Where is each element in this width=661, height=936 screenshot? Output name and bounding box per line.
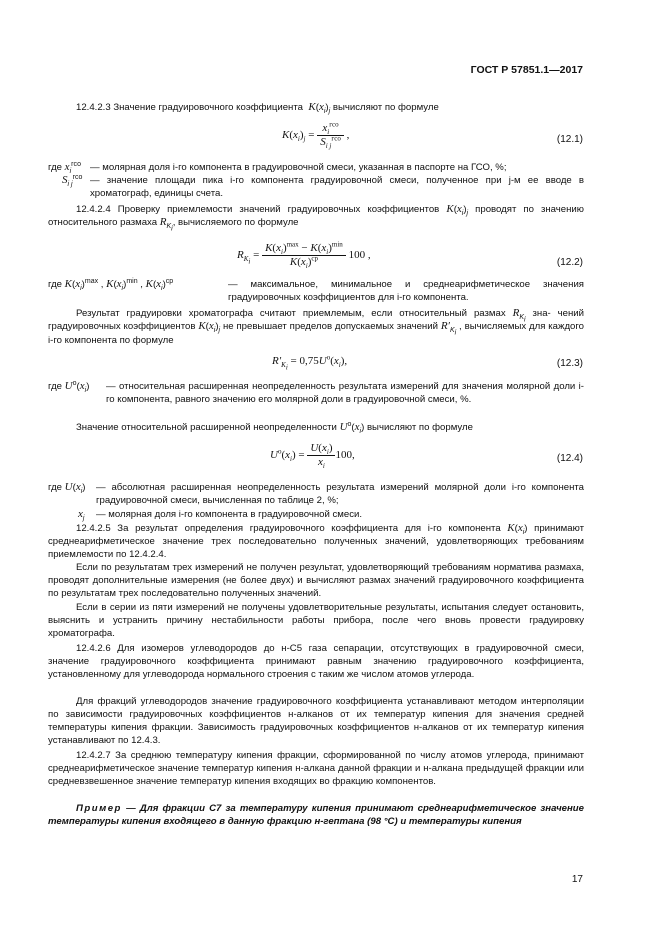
definition-text: — молярная доля i-го компонента в градуировочной смеси. [96, 509, 363, 520]
equation-12-2: $R_{K_i}$ = $\frac{K(x_i)^{max} - K(x_i)^{min}}{K(x_i)^{ср}}$ 100 , [237, 240, 371, 271]
definition-list [48, 481, 584, 507]
definition-text: — значение площади пика i-го компонента градуировочной смеси, полученное при j-м ее вводе в хроматограф, единицы счета. [90, 175, 584, 199]
paragraph-text: вычисляемых для каждого i-го компонента по формуле [48, 321, 584, 346]
paragraph-text: Если по результатам трех измерений не получен результат, удовлетворяющий требованиям норматива размаха, проводят дополнительные измерения (не более двух) и вычисляют размах значений градуировочного коэффициента по результатам трех последовательно полученных значений. [48, 562, 584, 599]
paragraph-text: 12.4.2.5 За результат определения градуировочного коэффициента для i-го компонента [76, 523, 501, 534]
equation-12-4: $U^о(x_i)$ = $\frac{U(x_i)}{x_i}$ 100, [270, 442, 355, 471]
paragraph-12-4-2-6 [48, 642, 584, 681]
definition-text: — абсолютная расширенная неопределенность результата измерений молярной доли i-го компонента градуировочной смеси, вычисленная по таблице 2, %; [96, 482, 584, 506]
paragraph-12-4-2-7 [48, 749, 584, 788]
page-number: 17 [571, 874, 583, 885]
equation-number: (12.2) [556, 257, 583, 268]
definition-term: где $x_i^{гсо}$ [48, 160, 81, 175]
definition-term: где $U^о(x_i)$ [48, 379, 90, 394]
paragraph-text: вычисляют по формуле [332, 102, 439, 113]
equation-number: (12.4) [556, 453, 583, 464]
equation-12-3: $R'_{K_i} = 0,75U^о(x_i)$, [272, 353, 348, 372]
definition-term: где $K(x_i)^{max}$ , $K(x_i)^{min}$ , $K(x_i)^{ср}$ [48, 277, 174, 292]
definition-term: где $U(x_i)$ [48, 481, 86, 495]
paragraph-text: , вычисляемого по формуле [172, 217, 299, 228]
paragraph-text: Если в серии из пяти измерений не получены удовлетворительные результаты, испытания следует остановить, выяснить и устранить причину нестабильности работы прибора, после чего вновь провести градуировку хроматографа. [48, 602, 584, 639]
paragraph-text: Для фракций углеводородов значение градуировочного коэффициента устанавливают методом интерполяции по зависимости градуировочных коэффициентов н-алканов от их температур кипения для значения средней температуры кипения фракции. Зависимость градуировочных коэффициентов н-алканов от их температур кипения устанавливают по 12.4.3. [48, 696, 584, 746]
definition-list [48, 174, 584, 200]
paragraph-text: 12.4.2.6 Для изомеров углеводородов до н-C5 газа сепарации, отсутствующих в градуировочной смеси, значение градуировочного коэффициента принимают равным значению градуировочного коэффициента, установленному для углеводорода нормального строения с таким же числом атомов углерода. [48, 643, 584, 680]
paragraph-fractions [48, 695, 584, 747]
paragraph-text: 12.4.2.3 Значение градуировочного коэффициента [76, 102, 303, 113]
equation-number: (12.3) [556, 358, 583, 369]
paragraph-text: не превышает пределов допускаемых значений [222, 321, 438, 333]
paragraph-text: 12.4.2.7 За среднюю температуру кипения фракции, сформированной по числу атомов углерода, принимают среднеарифметическое значение температур кипения н-алкана данной фракции и н-алкана предыдущей фракции или средневзвешенное значение температур кипения входящих во фракцию компонентов. [48, 750, 584, 787]
note-label: Пример [76, 803, 122, 814]
definition-list [48, 278, 584, 304]
definition-list [48, 380, 584, 420]
paragraph-if-2 [48, 601, 584, 640]
paragraph-text: проводят по значению относительного размаха [48, 204, 584, 228]
formula-inline: K [305, 101, 316, 113]
definition-list [48, 508, 584, 522]
example-note [48, 802, 584, 828]
paragraph-text: Результат градуировки хроматографа считают приемлемым, если относительный размах [76, 308, 506, 319]
paragraph-result: Результат градуировки хроматографа считают приемлемым, если относительный размах $R_{K_i}$ зна- чений градуировочных коэффициентов $K(x_i)_j$ не превышает пределов допускаемых значений $R'_{K_i}$ , вычисляемых для каждого i-го компонента по формуле [48, 307, 585, 346]
equation-12-1: $K(x_i)_j$ = $\frac{x_i^{гсо}}{S_{i j}^{гсо}}$ , [282, 120, 350, 151]
document-header: ГОСТ Р 57851.1—2017 [470, 64, 583, 76]
definition-text: — молярная доля i-го компонента в градуировочной смеси, указанная в паспорте на ГСО, %; [90, 162, 507, 173]
definition-text: — максимальное, минимальное и среднеарифметическое значения градуировочных коэффициентов для i-го компонента. [228, 279, 584, 303]
definition-term: $x_j$ [78, 508, 85, 522]
paragraph-12-4-2-4: 12.4.2.4 Проверку приемлемости значений градуировочных коэффициентов $K(x_i)_j$ проводят по значению относительного размаха $R_{K_i}$, вычисляемого по формуле [48, 203, 584, 233]
paragraph-text: Значение относительной расширенной неопределенности [76, 422, 337, 433]
equation-number: (12.1) [556, 134, 583, 145]
paragraph-12-4-2-3: 12.4.2.3 Значение градуировочного коэффициента $K(x_i)_j$ вычисляют по формуле [76, 101, 439, 115]
definition-text: — относительная расширенная неопределенность результата измерений для значения молярной доли i-го компонента, равного значению его молярной доли в градуировочной смеси, %. [106, 381, 584, 405]
paragraph-text: зна- [532, 308, 551, 319]
paragraph-text: вычисляют по формуле [366, 422, 473, 433]
paragraph-12-4-2-5: 12.4.2.5 За результат определения градуировочного коэффициента для i-го компонента $K(x_i)$ принимают среднеарифметическое значение трех последовательно полученных значений, удовлетворяющих требованиям приемлемости по 12.4.2.4. [48, 522, 584, 560]
paragraph-text: принимают среднеарифметическое значение трех последовательно полученных значений, удовлетворяющих требованиям приемлемости по 12.4.2.4. [48, 523, 584, 560]
paragraph-if-1 [48, 561, 584, 600]
paragraph-uncertainty: Значение относительной расширенной неопределенности $U^о(x_i)$ вычисляют по формуле [76, 420, 473, 435]
paragraph-text: 12.4.2.4 Проверку приемлемости значений градуировочных коэффициентов [76, 204, 440, 215]
definition-term: $S_{i j}^{гсо}$ [62, 173, 83, 188]
paragraph-text: чений градуировочных коэффициентов [48, 308, 585, 333]
note-text: — Для фракции C7 за температуру кипения принимают среднеарифметическое значение температуры кипения входящего в данную фракцию н-гептана (98 °С) и температуры кипения [48, 803, 584, 827]
